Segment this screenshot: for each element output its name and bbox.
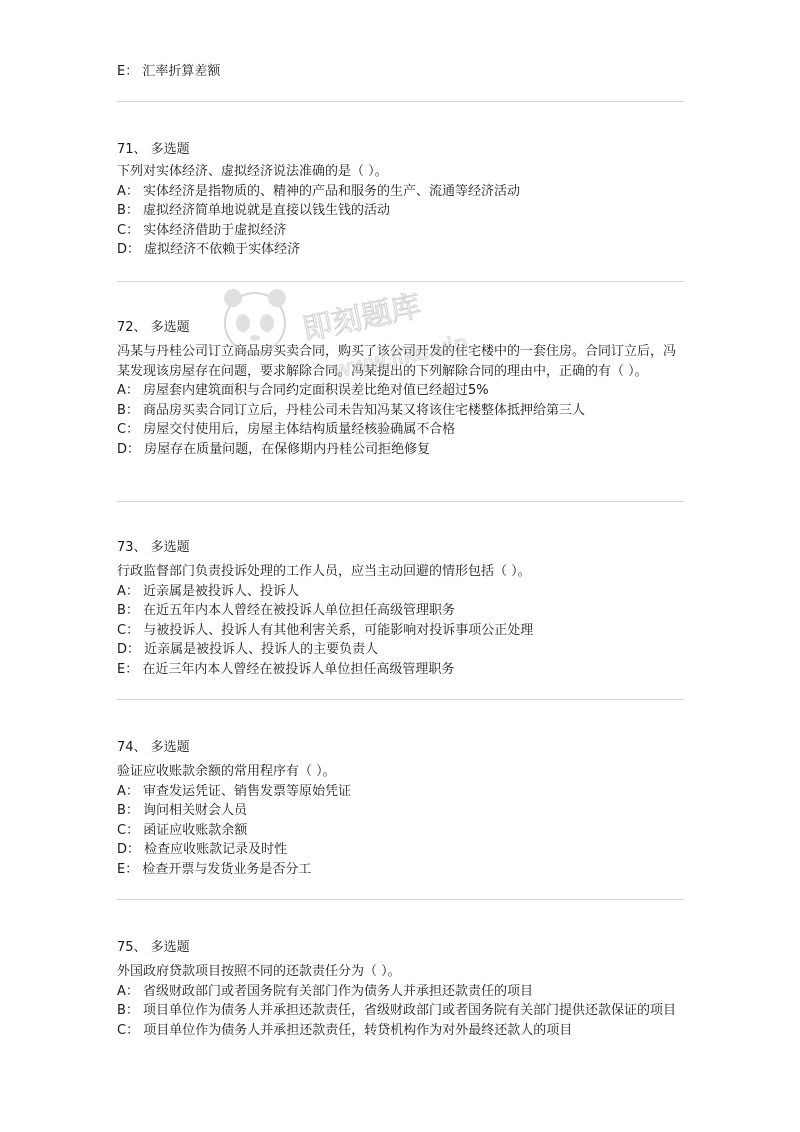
watermark-url: www.jike.vip [331,330,471,384]
option-c[interactable]: C： 房屋交付使用后，房屋主体结构质量经核验确属不合格 [117,422,456,437]
option-b[interactable]: B： 在近五年内本人曾经在被投诉人单位担任高级管理职务 [117,603,456,618]
question-74 [117,738,684,758]
question-header: 74、 多选题 [117,740,190,755]
question-stem: 下列对实体经济、虚拟经济说法准确的是（ ）。 [117,164,388,179]
option-line: E： 汇率折算差额 [117,64,221,79]
option-a[interactable]: A： 近亲属是被投诉人、投诉人 [117,583,300,599]
question-75-body [117,962,684,1040]
option-d[interactable]: D： 近亲属是被投诉人、投诉人的主要负责人 [117,642,379,657]
divider [117,899,684,900]
option-a[interactable]: A： 实体经济是指物质的、精神的产品和服务的生产、流通等经济活动 [117,183,521,199]
option-c[interactable]: C： 实体经济借助于虚拟经济 [117,222,287,238]
divider [117,281,684,282]
option-b[interactable]: B： 商品房买卖合同订立后，丹桂公司未告知冯某又将该住宅楼整体抵押给第三人 [117,402,586,418]
divider [117,699,684,700]
option-a[interactable]: A： 省级财政部门或者国务院有关部门作为债务人并承担还款责任的项目 [117,983,534,999]
previous-question-tail [117,62,684,82]
question-header: 75、 多选题 [117,940,190,955]
question-header: 73、 多选题 [117,540,190,555]
divider [117,501,684,502]
question-stem: 验证应收账款余额的常用程序有（ ）。 [117,764,336,779]
watermark-text: 即刻题库 [299,288,425,348]
option-b[interactable]: B： 项目单位作为债务人并承担还款责任，省级财政部门或者国务院有关部门提供还款保证的项目 [117,1003,677,1018]
option-b[interactable]: B： 虚拟经济简单地说就是直接以钱生钱的活动 [117,203,391,218]
option-d[interactable]: D： 检查应收账款记录及时性 [117,842,288,857]
question-header: 72、 多选题 [117,320,190,335]
option-e[interactable]: E： 在近三年内本人曾经在被投诉人单位担任高级管理职务 [117,661,455,677]
question-71 [117,140,684,160]
question-71-body [117,162,684,260]
option-c[interactable]: C： 与被投诉人、投诉人有其他利害关系，可能影响对投诉事项公正处理 [117,622,534,638]
question-72-body [117,342,684,459]
question-73 [117,538,684,558]
divider [117,101,684,102]
option-c[interactable]: C： 项目单位作为债务人并承担还款责任，转贷机构作为对外最终还款人的项目 [117,1022,573,1038]
option-d[interactable]: D： 房屋存在质量问题，在保修期内丹桂公司拒绝修复 [117,441,431,457]
question-75 [117,938,684,958]
option-d[interactable]: D： 虚拟经济不依赖于实体经济 [117,242,301,257]
option-e[interactable]: E： 检查开票与发货业务是否分工 [117,861,312,877]
question-72 [117,318,684,338]
option-b[interactable]: B： 询问相关财会人员 [117,803,248,818]
question-73-body [117,562,684,679]
option-c[interactable]: C： 函证应收账款余额 [117,822,248,838]
option-a[interactable]: A： 审查发运凭证、销售发票等原始凭证 [117,783,352,799]
question-stem: 行政监督部门负责投诉处理的工作人员，应当主动回避的情形包括（ ）。 [117,564,531,579]
question-stem: 外国政府贷款项目按照不同的还款责任分为（ ）。 [117,964,401,979]
question-74-body [117,762,684,879]
question-stem: 冯某与丹桂公司订立商品房买卖合同，购买了该公司开发的住宅楼中的一套住房。合同订立后，冯某发现该房屋存在问题，要求解除合同。冯某提出的下列解除合同的理由中，正确的有（ ）。 [117,344,677,379]
question-header: 71、 多选题 [117,142,190,157]
option-a[interactable]: A： 房屋套内建筑面积与合同约定面积误差比绝对值已经超过5% [117,383,489,398]
